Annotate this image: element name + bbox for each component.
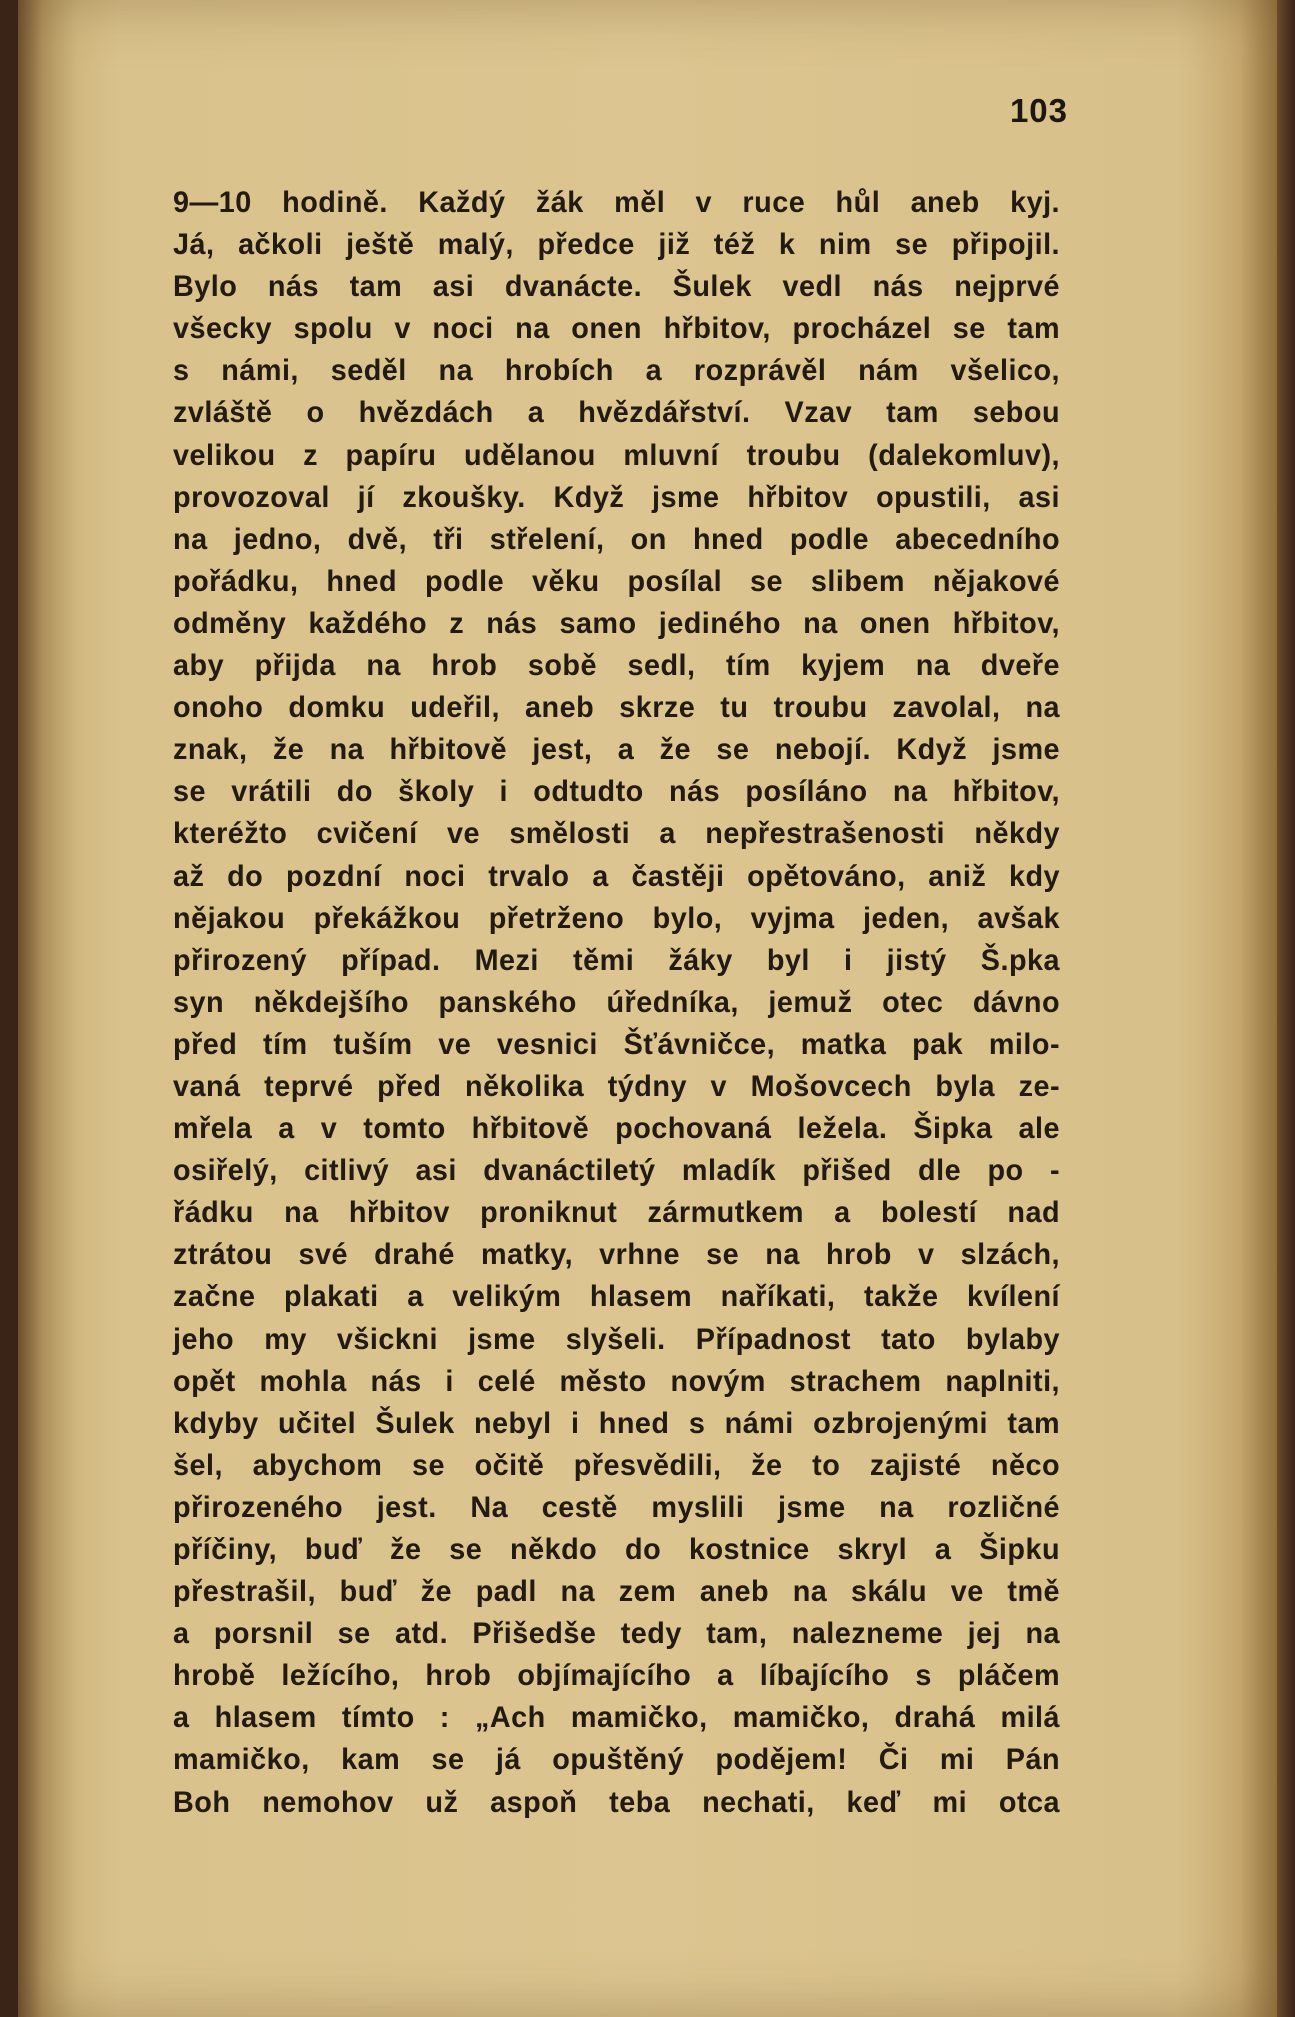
text-line: 9—10 hodině. Každý žák měl v ruce hůl aneb kyj. <box>173 186 1061 219</box>
text-line: velikou z papíru udělanou mluvní troubu (dalekomluv), <box>173 438 1061 472</box>
text-line: s námi, seděl na hrobích a rozprávěl nám všelico, <box>173 354 1061 388</box>
book-page <box>18 0 1278 2017</box>
text-line: Já, ačkoli ještě malý, předce již též k nim se připojil. <box>173 228 1061 262</box>
text-line: syn někdejšího panského úředníka, jemuž otec dávno <box>173 985 1061 1019</box>
text-line: jeho my všickni jsme slyšeli. Případnost tato bylaby <box>173 1322 1061 1356</box>
text-line: Bylo nás tam asi dvanácte. Šulek vedl nás nejprvé <box>173 270 1061 304</box>
page-edge-shadow <box>1277 0 1295 2017</box>
text-line: přirozeného jest. Na cestě myslili jsme na rozličné <box>173 1490 1061 1524</box>
text-line: provozoval jí zkoušky. Když jsme hřbitov opustili, asi <box>173 480 1061 514</box>
text-line: zvláště o hvězdách a hvězdářství. Vzav tam sebou <box>173 396 1061 430</box>
text-line: před tím tuším ve vesnici Šťávničce, matka pak milo- <box>173 1027 1061 1061</box>
text-line: přirozený případ. Mezi těmi žáky byl i jistý Š.pka <box>173 943 1061 977</box>
text-line: všecky spolu v noci na onen hřbitov, procházel se tam <box>173 312 1061 346</box>
text-line: až do pozdní noci trvalo a častěji opětováno, aniž kdy <box>173 859 1061 893</box>
text-line: mamičko, kam se já opuštěný poděјem! Či mi Pán <box>173 1743 1061 1777</box>
text-line: hrobě ležícího, hrob objímajícího a líbajícího s pláčem <box>173 1659 1061 1693</box>
text-line: opět mohla nás i celé město novým strachem naplniti, <box>173 1364 1061 1398</box>
text-line: pořádku, hned podle věku posílal se slibem nějakové <box>173 564 1061 598</box>
text-line: Boh nemohov už aspoň teba nechati, keď mi otca <box>173 1785 1061 1819</box>
text-line: se vrátili do školy i odtudto nás posíláno na hřbitov, <box>173 775 1061 809</box>
page-number: 103 <box>1009 92 1068 129</box>
text-line: mřela a v tomto hřbitově pochovaná ležela. Šipka ale <box>173 1112 1061 1146</box>
text-line: začne plakati a velikým hlasem naříkati, takže kvílení <box>173 1280 1061 1314</box>
text-line: osiřelý, citlivý asi dvanáctiletý mladík přišed dle po - <box>173 1154 1061 1188</box>
text-line: kteréžto cvičení ve smělosti a nepřestrašenosti někdy <box>173 817 1061 851</box>
text-line: vaná teprvé před několika týdny v Mošovcech byla ze- <box>173 1069 1061 1103</box>
text-line: onoho domku udeřil, aneb skrze tu troubu zavolal, na <box>173 691 1061 725</box>
text-line: kdyby učitel Šulek nebyl i hned s námi ozbrojenými tam <box>173 1406 1061 1440</box>
text-line: a porsnil se atd. Přišedše tedy tam, nalezneme jej na <box>173 1617 1061 1651</box>
text-line: odměny každého z nás samo jediného na onen hřbitov, <box>173 606 1061 640</box>
text-line: ztrátou své drahé matky, vrhne se na hrob v slzách, <box>173 1238 1061 1272</box>
text-line: přestrašil, buď že padl na zem aneb na skálu ve tmě <box>173 1575 1061 1609</box>
text-line: nějakou překážkou přetrženo bylo, vyjma jeden, avšak <box>173 901 1061 935</box>
text-line: šel, abychom se očitě přesvědili, že to zajisté něco <box>173 1448 1061 1482</box>
text-line: řádku na hřbitov proniknut zármutkem a bolestí nad <box>173 1196 1061 1230</box>
text-line: na jedno, dvě, tři střelení, on hned podle abecedního <box>173 522 1061 556</box>
text-line: znak, že na hřbitově jest, a že se nebojí. Když jsme <box>173 733 1061 767</box>
text-line: a hlasem tímto : „Ach mamičko, mamičko, drahá milá <box>173 1701 1061 1735</box>
text-line: příčiny, buď že se někdo do kostnice skryl a Šipku <box>173 1533 1061 1566</box>
body-text <box>173 182 1097 1824</box>
text-line: aby přijda na hrob sobě sedl, tím kyjem na dveře <box>173 649 1061 683</box>
